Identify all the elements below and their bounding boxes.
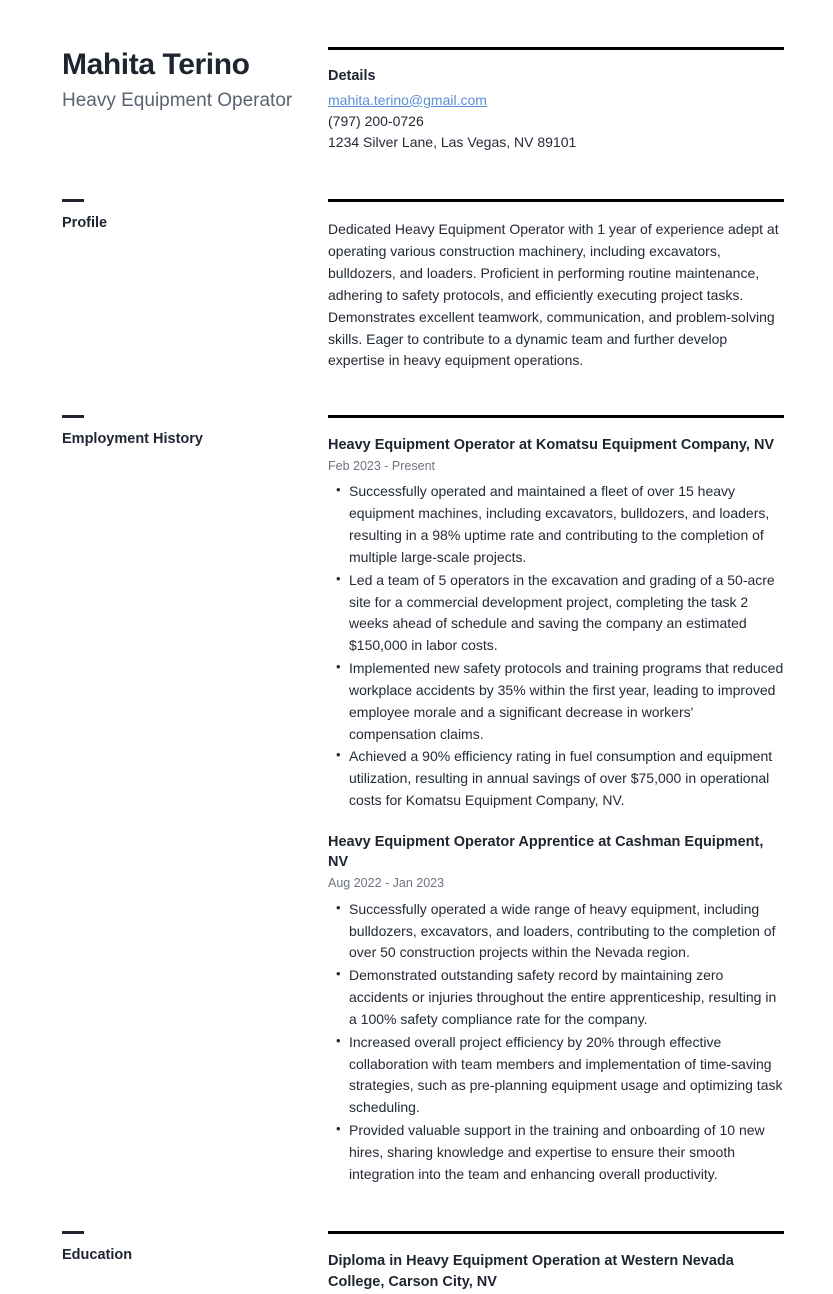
header-section xyxy=(0,0,833,153)
employment-entry xyxy=(328,435,784,812)
section-dash-marker xyxy=(62,415,84,418)
address-text: 1234 Silver Lane, Las Vegas, NV 89101 xyxy=(328,134,577,151)
profile-summary-text: Dedicated Heavy Equipment Operator with 1 year of experience adept at operating various construction machinery, including excavators, bulldozers, and loaders. Proficient in performing routine maintenance, adhering to safety protocols, and efficiently executing project tasks. Demonstrates excellent teamwork, communication, and problem-solving skills. Eager to contribute to a dynamic team and further develop expertise in heavy equipment operations. xyxy=(328,221,779,369)
job-date-range: Feb 2023 - Present xyxy=(328,458,436,473)
list-item: • Increased overall project efficiency by 20% through effective collaboration with team members and implementation of time-saving strategies, such as pre-planning equipment usage and optimizing task scheduling. xyxy=(349,1032,784,1119)
phone-text: (797) 200-0726 xyxy=(328,112,424,129)
employment-label-wrap xyxy=(62,415,328,1186)
list-item: • Demonstrated outstanding safety record by maintaining zero accidents or injuries throughout the entire apprenticeship, resulting in a 100% safety compliance rate for the company. xyxy=(349,965,784,1030)
header-job-title: Heavy Equipment Operator xyxy=(62,90,293,112)
section-rule xyxy=(328,415,784,418)
section-rule xyxy=(328,199,784,202)
job-title-heading: Heavy Equipment Operator at Komatsu Equipment Company, NV xyxy=(328,437,775,454)
employment-content xyxy=(328,415,784,1186)
email-link[interactable]: mahita.terino@gmail.com xyxy=(328,91,487,108)
profile-label-wrap xyxy=(62,199,328,372)
page-title: Mahita Terino xyxy=(62,48,250,81)
section-dash-marker xyxy=(62,199,84,202)
education-label-wrap xyxy=(62,1231,328,1294)
job-bullet-list xyxy=(328,899,784,1186)
profile-section xyxy=(0,199,833,372)
education-content xyxy=(328,1231,784,1294)
section-label-employment-history: Employment History xyxy=(62,431,203,448)
job-date-range: Aug 2022 - Jan 2023 xyxy=(328,876,445,891)
list-item: • Led a team of 5 operators in the excavation and grading of a 50-acre site for a commercial development project, completing the task 2 weeks ahead of schedule and saving the company an estimated $150,000 in labor costs. xyxy=(349,570,784,657)
list-item: • Implemented new safety protocols and training programs that reduced workplace accidents by 35% within the first year, leading to improved employee morale and a significant decrease in workers' compensation claims. xyxy=(349,658,784,745)
list-item: • Achieved a 90% efficiency rating in fuel consumption and equipment utilization, resulting in annual savings of over $75,000 in operational costs for Komatsu Equipment Company, NV. xyxy=(349,746,784,811)
list-item: • Successfully operated and maintained a fleet of over 15 heavy equipment machines, including excavators, bulldozers, and loaders, resulting in a 98% uptime rate and contributing to the completion of multiple large-scale projects. xyxy=(349,481,784,568)
profile-content xyxy=(328,199,784,372)
section-dash-marker xyxy=(62,1231,84,1234)
details-heading: Details xyxy=(328,68,376,84)
section-rule xyxy=(328,47,784,50)
education-entry-heading: Diploma in Heavy Equipment Operation at Western Nevada College, Carson City, NV xyxy=(328,1252,734,1291)
section-rule xyxy=(328,1231,784,1234)
employment-entry xyxy=(328,832,784,1186)
details-block xyxy=(328,47,784,153)
header-identity xyxy=(62,47,328,153)
job-title-heading: Heavy Equipment Operator Apprentice at Cashman Equipment, NV xyxy=(328,833,764,871)
list-item: • Successfully operated a wide range of heavy equipment, including bulldozers, excavators, and loaders, contributing to the completion of over 50 construction projects within the Nevada region. xyxy=(349,899,784,964)
education-section xyxy=(0,1231,833,1294)
job-bullet-list xyxy=(328,481,784,811)
list-item: • Provided valuable support in the training and onboarding of 10 new hires, sharing knowledge and expertise to ensure their smooth integration into the team and enhancing overall productivity. xyxy=(349,1120,784,1185)
section-label-education: Education xyxy=(62,1246,133,1263)
employment-section xyxy=(0,415,833,1186)
section-label-profile: Profile xyxy=(62,215,108,232)
